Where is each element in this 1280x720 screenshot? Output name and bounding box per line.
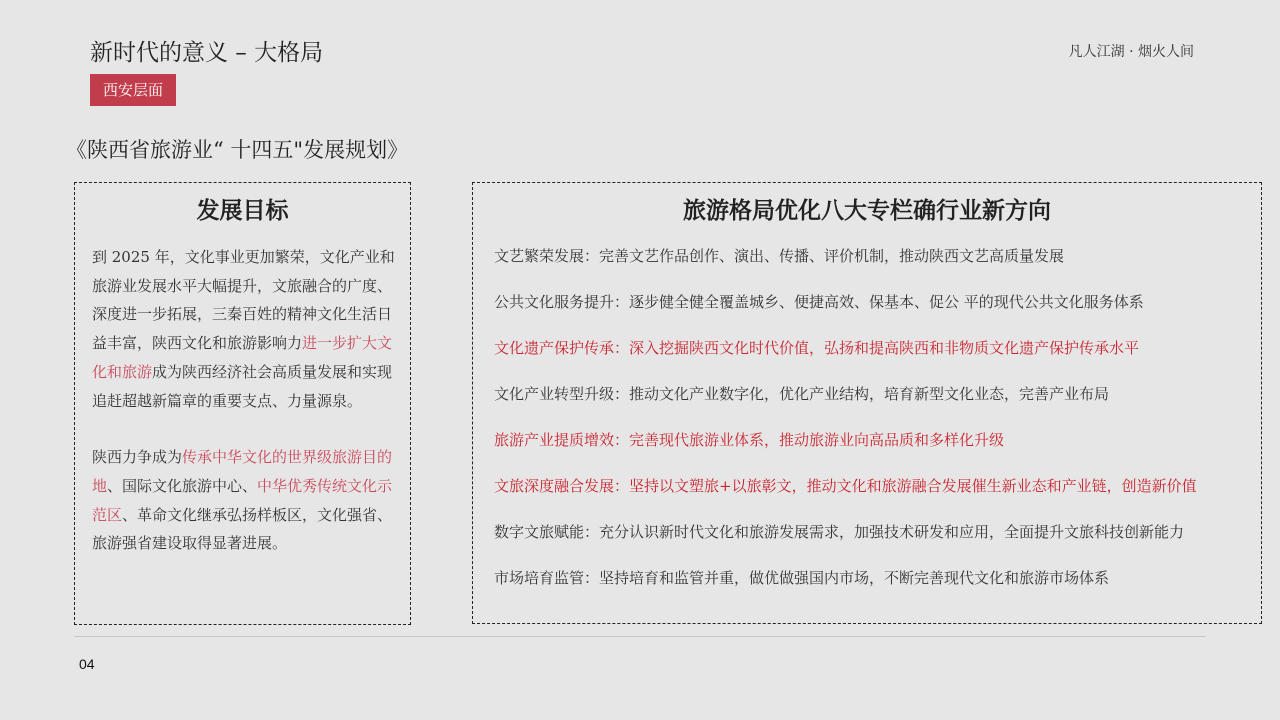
- goals-text: [92, 243, 400, 558]
- footer-divider: [74, 636, 1206, 637]
- goals-p2-highlight-1: 传承中华文化的世界级旅游目的地: [92, 448, 393, 495]
- column-item-highlight: 文旅深度融合发展：坚持以文塑旅+以旅彰文，推动文化和旅游融合发展催生新业态和产业链，创造新价值: [494, 477, 1197, 495]
- column-item: 公共文化服务提升：逐步健全健全覆盖城乡、便捷高效、保基本、促公 平的现代公共文化服务体系: [494, 293, 1144, 311]
- goals-box: [74, 182, 411, 625]
- goals-p1-highlight: 进一步扩大文化和旅游: [92, 334, 393, 381]
- columns-title: 旅游格局优化八大专栏确行业新方向: [683, 198, 1051, 224]
- goals-p1-text-end: 成为陕西经济社会高质量发展和实现追赶超越新篇章的重要支点、力量源泉。: [92, 362, 393, 410]
- columns-list: [494, 241, 1254, 609]
- column-item: 文艺繁荣发展：完善文艺作品创作、演出、传播、评价机制，推动陕西文艺高质量发展: [494, 247, 1065, 265]
- column-item: 市场培育监管：坚持培育和监管并重，做优做强国内市场，不断完善现代文化和旅游市场体系: [494, 569, 1110, 587]
- goals-paragraph-1: [92, 243, 400, 415]
- page-number: 04: [79, 656, 95, 672]
- plan-subtitle: 《陕西省旅游业“ 十四五"发展规划》: [66, 138, 409, 162]
- brand-slogan: 凡人江湖 · 烟火人间: [1068, 44, 1194, 60]
- slide-title: 新时代的意义 – 大格局: [90, 40, 324, 66]
- goals-title: 发展目标: [196, 198, 289, 224]
- goals-p2-text-mid: 、国际文化旅游中心、: [107, 476, 258, 495]
- goals-p2-text-end: 、革命文化继承弘扬样板区，文化强省、旅游强省建设取得显著进展。: [92, 505, 393, 553]
- goals-p2-text: 陕西力争成为: [92, 448, 183, 467]
- goals-p1-text: 到 2025 年，文化事业更加繁荣，文化产业和旅游业发展水平大幅提升，文旅融合的广度、深度进一步拓展，三秦百姓的精神文化生活日益丰富，陕西文化和旅游影响力: [92, 248, 395, 353]
- column-item: 文化产业转型升级：推动文化产业数字化，优化产业结构，培育新型文化业态，完善产业布局: [494, 385, 1110, 403]
- section-tag: 西安层面: [90, 74, 176, 106]
- goals-paragraph-2: [92, 443, 400, 558]
- columns-box: [472, 182, 1262, 624]
- column-item-highlight: 文化遗产保护传承：深入挖掘陕西文化时代价值，弘扬和提高陕西和非物质文化遗产保护传承水平: [494, 339, 1140, 357]
- goals-p2-highlight-2: 中华优秀传统文化示范区: [92, 476, 393, 524]
- column-item: 数字文旅赋能：充分认识新时代文化和旅游发展需求，加强技术研发和应用，全面提升文旅科技创新能力: [494, 523, 1185, 541]
- column-item-highlight: 旅游产业提质增效：完善现代旅游业体系，推动旅游业向高品质和多样化升级: [494, 431, 1005, 449]
